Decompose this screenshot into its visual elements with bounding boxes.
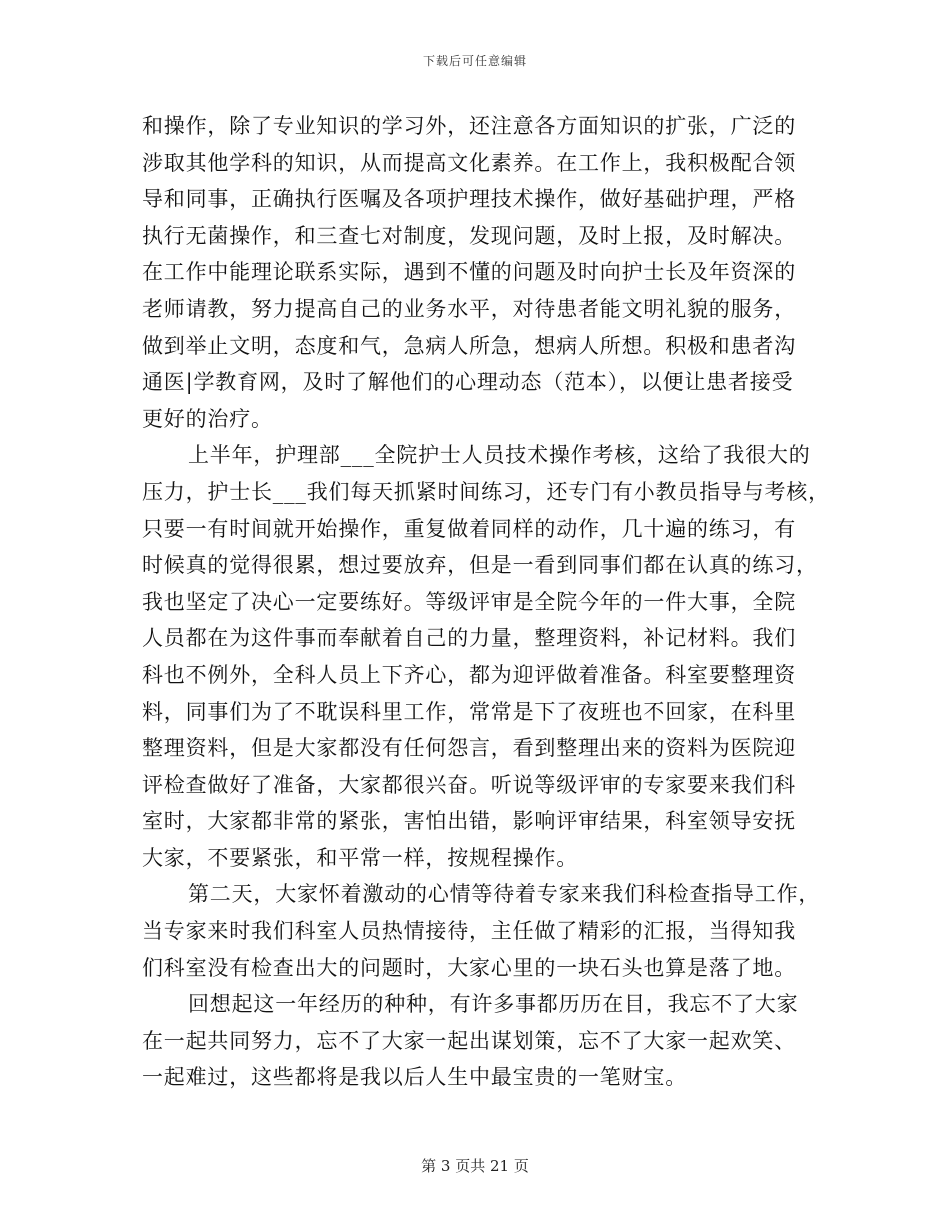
paragraph-start-line: 回想起这一年经历的种种，有许多事都历历在目，我忘不了大家 bbox=[188, 992, 799, 1017]
text-line: 我也坚定了决心一定要练好。等级评审是全院今年的一件大事，全院 bbox=[142, 589, 796, 614]
text-line: 更好的治疗。 bbox=[142, 406, 273, 431]
text-line: 料，同事们为了不耽误科里工作，常常是下了夜班也不回家，在科里 bbox=[142, 699, 796, 724]
text-line: 一起难过，这些都将是我以后人生中最宝贵的一笔财宝。 bbox=[142, 1065, 687, 1090]
text-line: 在工作中能理论联系实际，遇到不懂的问题及时向护士长及年资深的 bbox=[142, 260, 796, 285]
text-line: 做到举止文明，态度和气，急病人所急，想病人所想。积极和患者沟 bbox=[142, 333, 796, 358]
text-line: 执行无菌操作，和三查七对制度，发现问题，及时上报，及时解决。 bbox=[142, 223, 796, 248]
text-line: 室时，大家都非常的紧张，害怕出错，影响评审结果，科室领导安抚 bbox=[142, 809, 796, 834]
page-number-footer: 第 3 页共 21 页 bbox=[421, 1157, 529, 1175]
text-line: 导和同事，正确执行医嘱及各项护理技术操作，做好基础护理，严格 bbox=[142, 187, 796, 212]
text-line: 人员都在为这件事而奉献着自己的力量，整理资料，补记材料。我们 bbox=[142, 626, 796, 651]
text-line: 当专家来时我们科室人员热情接待，主任做了精彩的汇报，当得知我 bbox=[142, 919, 796, 944]
text-line: 大家，不要紧张，和平常一样，按规程操作。 bbox=[142, 845, 578, 870]
text-line: 压力，护士长___我们每天抓紧时间练习，还专门有小教员指导与考核， bbox=[142, 479, 830, 504]
page-header: 下载后可任意编辑 bbox=[422, 54, 527, 68]
text-line: 只要一有时间就开始操作，重复做着同样的动作，几十遍的练习，有 bbox=[142, 516, 796, 541]
text-line: 评检查做好了准备，大家都很兴奋。听说等级评审的专家要来我们科 bbox=[142, 772, 796, 797]
text-line: 在一起共同努力，忘不了大家一起出谋划策，忘不了大家一起欢笑、 bbox=[142, 1028, 796, 1053]
text-line: 和操作，除了专业知识的学习外，还注意各方面知识的扩张，广泛的 bbox=[142, 114, 796, 138]
text-line: 涉取其他学科的知识，从而提高文化素养。在工作上，我积极配合领 bbox=[142, 150, 796, 175]
text-line: 科也不例外，全科人员上下齐心，都为迎评做着准备。科室要整理资 bbox=[142, 662, 796, 687]
document-body bbox=[142, 108, 830, 1096]
text-line: 整理资料，但是大家都没有任何怨言，看到整理出来的资料为医院迎 bbox=[142, 736, 796, 761]
text-line: 们科室没有检查出大的问题时，大家心里的一块石头也算是落了地。 bbox=[142, 955, 796, 980]
text-line: 老师请教，努力提高自己的业务水平，对待患者能文明礼貌的服务， bbox=[142, 296, 796, 321]
paragraph-start-line: 第二天，大家怀着激动的心情等待着专家来我们科检查指导工作， bbox=[188, 882, 821, 907]
paragraph-start-line: 上半年，护理部___全院护士人员技术操作考核，这给了我很大的 bbox=[188, 443, 811, 468]
text-line: 通医|学教育网，及时了解他们的心理动态（范本），以便让患者接受 bbox=[142, 370, 794, 395]
text-line: 时候真的觉得很累，想过要放弃，但是一看到同事们都在认真的练习， bbox=[142, 553, 818, 578]
